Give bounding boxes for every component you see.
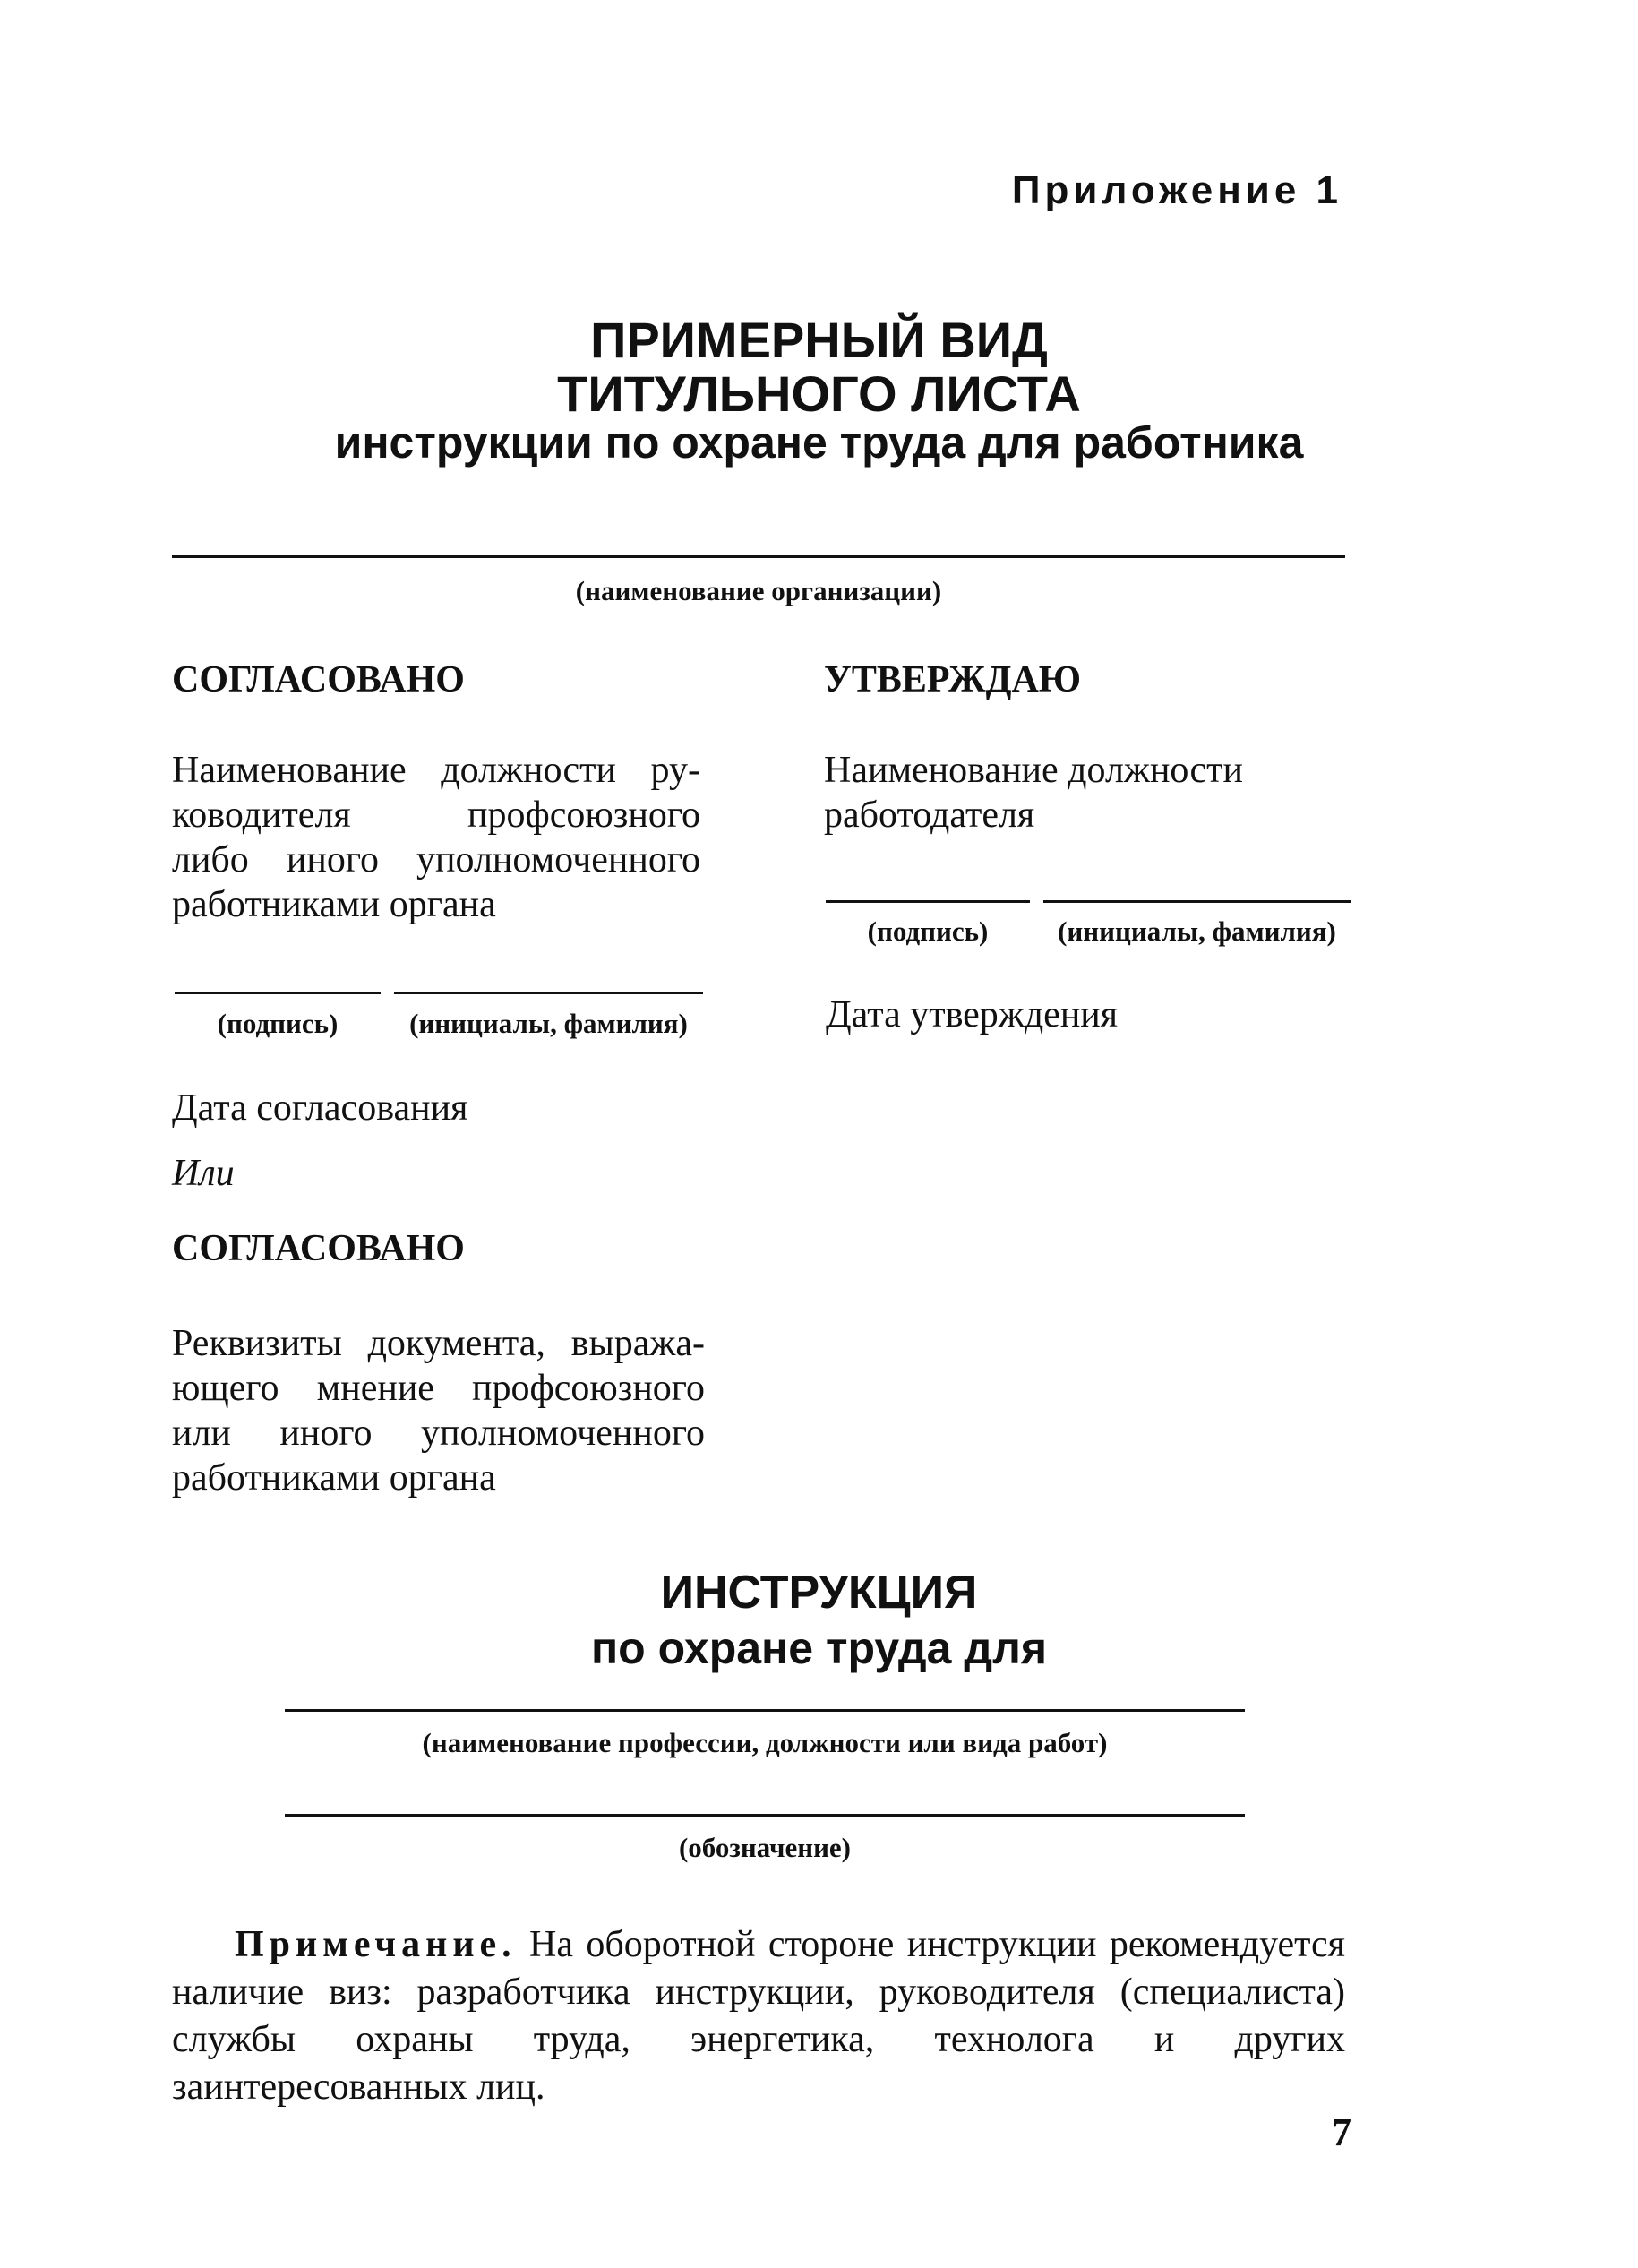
right-position-line: Наименование должности [824,750,1243,791]
designation-line [285,1814,1245,1817]
approve-date-label: Дата утверждения [826,994,1119,1035]
appendix-label: Приложение 1 [1011,168,1342,212]
left-name-line [394,992,703,994]
right-name-line [1043,900,1351,903]
left-position-line: Наименование должности ру- [172,750,700,791]
requisites-line: Реквизиты документа, выража- [172,1323,705,1364]
designation-caption: (обозначение) [678,1832,852,1863]
instruction-title: ИНСТРУКЦИЯ [660,1567,978,1619]
profession-line [285,1709,1245,1712]
org-name-line [172,555,1345,558]
left-position-line: ководителя профсоюзного [172,795,700,836]
note-paragraph [172,1921,1345,2111]
right-position-block [824,748,1325,838]
or-label: Или [172,1153,235,1194]
right-position-line: работодателя [824,795,1035,836]
right-name-caption: (инициалы, фамилия) [1058,915,1336,947]
right-signature-line [826,900,1030,903]
title-line-3: инструкции по охране труда для работника [334,417,1304,468]
left-signature-line [175,992,381,994]
left-position-line: либо иного уполномоченного [172,839,700,881]
profession-caption: (наименование профессии, должности или вида работ) [422,1727,1108,1758]
agreed-heading-2: СОГЛАСОВАНО [172,1228,465,1269]
left-name-caption: (инициалы, фамилия) [409,1008,688,1039]
left-position-block [172,748,700,927]
page-number: 7 [1332,2110,1351,2154]
org-caption: (наименование организации) [575,575,942,606]
requisites-block [172,1321,705,1500]
agreed-heading-1: СОГЛАСОВАНО [172,659,465,700]
instruction-subtitle: по охране труда для [590,1623,1048,1673]
note-label: Примечание. [235,1924,517,1965]
note-text: На оборотной стороне инструкции рекомендуется наличие виз: разработчика инструкции, руководителя (специалиста) службы охраны труда, энергетика, технолога и других заинтересованных лиц. [172,1924,1345,2108]
left-position-line: работниками органа [172,884,496,925]
requisites-line: или иного уполномоченного [172,1413,705,1454]
requisites-line: работниками органа [172,1457,496,1499]
agree-date-label: Дата согласования [172,1087,468,1129]
approve-heading: УТВЕРЖДАЮ [824,659,1082,700]
left-signature-caption: (подпись) [217,1008,339,1039]
requisites-line: ющего мнение профсоюзного [172,1368,705,1409]
title-line-2: ТИТУЛЬНОГО ЛИСТА [557,365,1081,422]
right-signature-caption: (подпись) [867,915,989,947]
title-line-1: ПРИМЕРНЫЙ ВИД [590,312,1048,368]
